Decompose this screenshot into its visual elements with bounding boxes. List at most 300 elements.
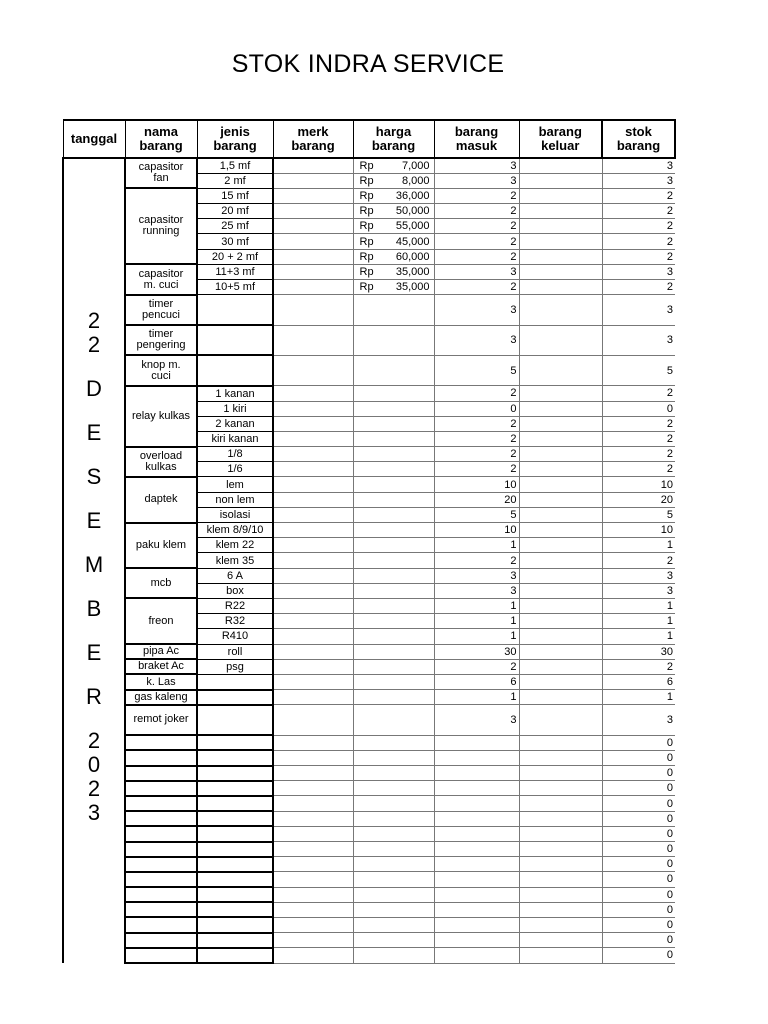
barang-masuk-cell: 1 — [434, 629, 519, 644]
stok-barang-cell: 2 — [602, 249, 675, 264]
date-char-group — [64, 685, 124, 709]
merk-barang-cell — [273, 568, 353, 583]
merk-barang-cell — [273, 447, 353, 462]
stok-barang-cell: 0 — [602, 401, 675, 416]
nama-barang-cell — [125, 158, 197, 188]
table-row — [63, 766, 675, 781]
merk-barang-cell — [273, 796, 353, 811]
table-row — [63, 705, 675, 735]
merk-barang-cell — [273, 325, 353, 355]
harga-barang-cell — [353, 659, 434, 674]
table-row — [63, 917, 675, 932]
header-harga-barang: harga barang — [353, 120, 434, 158]
date-char-group — [64, 421, 124, 445]
merk-barang-cell — [273, 355, 353, 385]
jenis-barang-cell: 15 mf — [197, 188, 273, 203]
merk-barang-cell — [273, 933, 353, 948]
table-row — [63, 690, 675, 705]
barang-masuk-cell — [434, 948, 519, 963]
barang-masuk-cell: 3 — [434, 173, 519, 188]
header-jenis-barang: jenis barang — [197, 120, 273, 158]
nama-barang-text: freon — [148, 614, 174, 627]
barang-masuk-cell: 3 — [434, 705, 519, 735]
currency-label: Rp — [359, 189, 374, 202]
nama-barang-text: capasitor — [138, 161, 184, 174]
stok-barang-cell: 5 — [602, 355, 675, 385]
barang-keluar-cell — [519, 325, 602, 355]
jenis-barang-cell: R22 — [197, 598, 273, 613]
header-merk-barang: merk barang — [273, 120, 353, 158]
currency-label: Rp — [359, 235, 374, 248]
jenis-barang-cell: 20 mf — [197, 204, 273, 219]
merk-barang-cell — [273, 264, 353, 279]
barang-masuk-cell: 2 — [434, 204, 519, 219]
merk-barang-cell — [273, 173, 353, 188]
barang-masuk-cell — [434, 750, 519, 765]
nama-barang-text: timer — [148, 297, 174, 310]
jenis-barang-cell: 10+5 mf — [197, 280, 273, 295]
nama-barang-cell — [125, 295, 197, 325]
jenis-barang-cell — [197, 796, 273, 811]
stok-barang-cell: 10 — [602, 477, 675, 492]
harga-barang-cell — [353, 401, 434, 416]
barang-masuk-cell — [434, 857, 519, 872]
barang-masuk-cell: 2 — [434, 280, 519, 295]
barang-keluar-cell — [519, 659, 602, 674]
jenis-barang-cell: 6 A — [197, 568, 273, 583]
date-char: 2 — [87, 308, 101, 333]
date-char-group — [64, 309, 124, 357]
harga-barang-cell — [353, 264, 434, 279]
price-amount: 7,000 — [401, 159, 430, 172]
stok-barang-cell: 0 — [602, 766, 675, 781]
price-amount: 60,000 — [395, 250, 430, 263]
jenis-barang-cell: lem — [197, 477, 273, 492]
barang-masuk-cell: 3 — [434, 583, 519, 598]
tanggal-cell — [63, 158, 125, 963]
table-row — [63, 477, 675, 492]
jenis-barang-cell: 11+3 mf — [197, 264, 273, 279]
table-row — [63, 902, 675, 917]
price-amount: 36,000 — [395, 189, 430, 202]
jenis-barang-cell: 1/6 — [197, 462, 273, 477]
barang-masuk-cell — [434, 826, 519, 841]
harga-barang-cell — [353, 386, 434, 401]
merk-barang-cell — [273, 401, 353, 416]
barang-masuk-cell — [434, 917, 519, 932]
barang-keluar-cell — [519, 188, 602, 203]
harga-barang-cell — [353, 781, 434, 796]
merk-barang-cell — [273, 219, 353, 234]
jenis-barang-cell — [197, 750, 273, 765]
stok-barang-cell: 3 — [602, 295, 675, 325]
nama-barang-text: relay kulkas — [131, 409, 191, 422]
barang-keluar-cell — [519, 629, 602, 644]
barang-keluar-cell — [519, 902, 602, 917]
stok-barang-cell: 6 — [602, 674, 675, 689]
barang-masuk-cell: 5 — [434, 355, 519, 385]
barang-masuk-cell — [434, 933, 519, 948]
harga-barang-cell — [353, 188, 434, 203]
nama-barang-cell — [125, 355, 197, 385]
date-char-group — [64, 729, 124, 825]
barang-masuk-cell — [434, 872, 519, 887]
barang-keluar-cell — [519, 781, 602, 796]
table-row — [63, 568, 675, 583]
stok-barang-cell: 0 — [602, 902, 675, 917]
stok-barang-cell: 0 — [602, 933, 675, 948]
jenis-barang-cell: 1 kiri — [197, 401, 273, 416]
date-char-group — [64, 553, 124, 577]
merk-barang-cell — [273, 477, 353, 492]
barang-keluar-cell — [519, 917, 602, 932]
harga-barang-cell — [353, 766, 434, 781]
stok-barang-cell: 30 — [602, 644, 675, 659]
harga-barang-cell — [353, 948, 434, 963]
merk-barang-cell — [273, 766, 353, 781]
jenis-barang-cell — [197, 766, 273, 781]
stok-barang-cell: 2 — [602, 462, 675, 477]
merk-barang-cell — [273, 674, 353, 689]
stok-barang-cell: 10 — [602, 523, 675, 538]
merk-barang-cell — [273, 538, 353, 553]
merk-barang-cell — [273, 690, 353, 705]
harga-barang-cell — [353, 674, 434, 689]
barang-keluar-cell — [519, 750, 602, 765]
harga-barang-cell — [353, 826, 434, 841]
barang-masuk-cell: 3 — [434, 295, 519, 325]
jenis-barang-cell — [197, 826, 273, 841]
table-row — [63, 842, 675, 857]
stok-barang-cell: 3 — [602, 568, 675, 583]
barang-keluar-cell — [519, 264, 602, 279]
harga-barang-cell — [353, 842, 434, 857]
nama-barang-text: daptek — [144, 493, 178, 506]
barang-keluar-cell — [519, 826, 602, 841]
barang-masuk-cell: 2 — [434, 553, 519, 568]
nama-barang-cell — [125, 690, 197, 705]
table-row — [63, 644, 675, 659]
nama-barang-text: braket Ac — [138, 660, 184, 673]
stok-barang-cell: 2 — [602, 416, 675, 431]
nama-barang-text: capasitor — [138, 267, 184, 280]
harga-barang-cell — [353, 811, 434, 826]
harga-barang-cell — [353, 750, 434, 765]
barang-keluar-cell — [519, 401, 602, 416]
currency-label: Rp — [359, 250, 374, 263]
stok-barang-cell: 2 — [602, 447, 675, 462]
merk-barang-cell — [273, 781, 353, 796]
stok-barang-cell: 1 — [602, 614, 675, 629]
stok-barang-cell: 2 — [602, 280, 675, 295]
nama-barang-cell — [125, 477, 197, 523]
nama-barang-text: pencuci — [142, 308, 180, 321]
price-amount: 55,000 — [395, 220, 430, 233]
harga-barang-cell — [353, 644, 434, 659]
jenis-barang-cell: R410 — [197, 629, 273, 644]
harga-barang-cell — [353, 568, 434, 583]
table-row — [63, 674, 675, 689]
barang-keluar-cell — [519, 249, 602, 264]
harga-barang-cell — [353, 690, 434, 705]
nama-barang-text: kulkas — [145, 460, 177, 473]
stok-barang-cell: 3 — [602, 264, 675, 279]
nama-barang-text: timer — [148, 328, 174, 341]
price-amount: 50,000 — [395, 205, 430, 218]
table-row — [63, 158, 675, 173]
merk-barang-cell — [273, 416, 353, 431]
harga-barang-cell — [353, 796, 434, 811]
stok-barang-cell: 0 — [602, 781, 675, 796]
barang-masuk-cell: 2 — [434, 659, 519, 674]
date-char: 2 — [87, 776, 101, 801]
table-row — [63, 325, 675, 355]
nama-barang-cell — [125, 705, 197, 735]
nama-barang-cell — [125, 796, 197, 811]
nama-barang-cell — [125, 872, 197, 887]
jenis-barang-cell — [197, 887, 273, 902]
barang-keluar-cell — [519, 234, 602, 249]
merk-barang-cell — [273, 842, 353, 857]
table-row — [63, 735, 675, 750]
stok-barang-cell: 1 — [602, 629, 675, 644]
harga-barang-cell — [353, 249, 434, 264]
table-row — [63, 857, 675, 872]
currency-label: Rp — [359, 174, 374, 187]
jenis-barang-cell — [197, 902, 273, 917]
merk-barang-cell — [273, 902, 353, 917]
merk-barang-cell — [273, 234, 353, 249]
barang-keluar-cell — [519, 735, 602, 750]
barang-masuk-cell — [434, 781, 519, 796]
nama-barang-cell — [125, 188, 197, 264]
jenis-barang-cell: 20 + 2 mf — [197, 249, 273, 264]
harga-barang-cell — [353, 219, 434, 234]
barang-masuk-cell: 1 — [434, 598, 519, 613]
barang-masuk-cell: 2 — [434, 188, 519, 203]
barang-keluar-cell — [519, 674, 602, 689]
nama-barang-cell — [125, 857, 197, 872]
jenis-barang-cell — [197, 811, 273, 826]
currency-label: Rp — [359, 281, 374, 294]
stok-barang-cell: 0 — [602, 887, 675, 902]
table-row — [63, 188, 675, 203]
nama-barang-cell — [125, 917, 197, 932]
jenis-barang-cell: R32 — [197, 614, 273, 629]
barang-keluar-cell — [519, 204, 602, 219]
harga-barang-cell — [353, 507, 434, 522]
barang-keluar-cell — [519, 355, 602, 385]
date-char: B — [86, 596, 102, 621]
nama-barang-cell — [125, 325, 197, 355]
harga-barang-cell — [353, 629, 434, 644]
nama-barang-text: capasitor — [138, 214, 184, 227]
barang-keluar-cell — [519, 857, 602, 872]
barang-masuk-cell: 2 — [434, 386, 519, 401]
jenis-barang-cell — [197, 690, 273, 705]
date-char: E — [86, 508, 102, 533]
jenis-barang-cell — [197, 781, 273, 796]
barang-keluar-cell — [519, 644, 602, 659]
harga-barang-cell — [353, 705, 434, 735]
merk-barang-cell — [273, 629, 353, 644]
date-char: E — [86, 420, 102, 445]
jenis-barang-cell: klem 35 — [197, 553, 273, 568]
nama-barang-cell — [125, 887, 197, 902]
barang-masuk-cell: 30 — [434, 644, 519, 659]
header-nama-barang: nama barang — [125, 120, 197, 158]
stok-barang-cell: 0 — [602, 872, 675, 887]
harga-barang-cell — [353, 523, 434, 538]
nama-barang-text: paku klem — [135, 538, 187, 551]
jenis-barang-cell — [197, 917, 273, 932]
date-char: E — [86, 640, 102, 665]
harga-barang-cell — [353, 872, 434, 887]
merk-barang-cell — [273, 705, 353, 735]
table-row — [63, 295, 675, 325]
barang-masuk-cell: 5 — [434, 507, 519, 522]
jenis-barang-cell — [197, 705, 273, 735]
merk-barang-cell — [273, 826, 353, 841]
table-body — [63, 158, 675, 963]
nama-barang-cell — [125, 933, 197, 948]
jenis-barang-cell: 1/8 — [197, 447, 273, 462]
stok-barang-cell: 0 — [602, 826, 675, 841]
barang-keluar-cell — [519, 416, 602, 431]
stok-barang-cell: 0 — [602, 857, 675, 872]
date-char: 2 — [87, 728, 101, 753]
nama-barang-cell — [125, 568, 197, 598]
stok-barang-cell: 2 — [602, 659, 675, 674]
currency-label: Rp — [359, 205, 374, 218]
barang-masuk-cell: 2 — [434, 447, 519, 462]
jenis-barang-cell — [197, 735, 273, 750]
barang-keluar-cell — [519, 219, 602, 234]
barang-keluar-cell — [519, 295, 602, 325]
nama-barang-cell — [125, 523, 197, 569]
merk-barang-cell — [273, 158, 353, 173]
barang-keluar-cell — [519, 173, 602, 188]
barang-keluar-cell — [519, 705, 602, 735]
stok-barang-cell: 0 — [602, 735, 675, 750]
merk-barang-cell — [273, 295, 353, 325]
table-row — [63, 386, 675, 401]
merk-barang-cell — [273, 644, 353, 659]
barang-masuk-cell: 3 — [434, 264, 519, 279]
harga-barang-cell — [353, 462, 434, 477]
stok-barang-cell: 1 — [602, 690, 675, 705]
barang-masuk-cell — [434, 796, 519, 811]
table-row — [63, 811, 675, 826]
harga-barang-cell — [353, 598, 434, 613]
nama-barang-text: gas kaleng — [134, 690, 188, 703]
date-char-group — [64, 377, 124, 401]
date-char-group — [64, 641, 124, 665]
date-char-group — [64, 465, 124, 489]
stok-barang-cell: 20 — [602, 492, 675, 507]
barang-masuk-cell — [434, 887, 519, 902]
jenis-barang-cell: box — [197, 583, 273, 598]
header-stok-barang: stok barang — [602, 120, 675, 158]
barang-masuk-cell — [434, 842, 519, 857]
harga-barang-cell — [353, 295, 434, 325]
nama-barang-cell — [125, 644, 197, 659]
barang-keluar-cell — [519, 492, 602, 507]
jenis-barang-cell — [197, 872, 273, 887]
date-char: R — [86, 684, 102, 709]
jenis-barang-cell — [197, 842, 273, 857]
barang-keluar-cell — [519, 507, 602, 522]
jenis-barang-cell: non lem — [197, 492, 273, 507]
table-row — [63, 887, 675, 902]
jenis-barang-cell: isolasi — [197, 507, 273, 522]
table-row — [63, 264, 675, 279]
barang-masuk-cell: 2 — [434, 249, 519, 264]
merk-barang-cell — [273, 735, 353, 750]
nama-barang-text: cuci — [151, 369, 171, 382]
stok-barang-cell: 1 — [602, 538, 675, 553]
currency-label: Rp — [359, 220, 374, 233]
harga-barang-cell — [353, 416, 434, 431]
barang-keluar-cell — [519, 462, 602, 477]
table-row — [63, 598, 675, 613]
stok-barang-cell: 3 — [602, 583, 675, 598]
nama-barang-cell — [125, 766, 197, 781]
barang-masuk-cell: 1 — [434, 690, 519, 705]
nama-barang-text: fan — [153, 172, 169, 185]
stok-barang-cell: 2 — [602, 234, 675, 249]
barang-masuk-cell: 10 — [434, 523, 519, 538]
nama-barang-text: running — [142, 225, 180, 238]
merk-barang-cell — [273, 857, 353, 872]
nama-barang-cell — [125, 826, 197, 841]
barang-masuk-cell: 3 — [434, 158, 519, 173]
harga-barang-cell — [353, 538, 434, 553]
nama-barang-cell — [125, 750, 197, 765]
barang-keluar-cell — [519, 811, 602, 826]
jenis-barang-cell: 2 kanan — [197, 416, 273, 431]
harga-barang-cell — [353, 933, 434, 948]
merk-barang-cell — [273, 598, 353, 613]
table-row — [63, 826, 675, 841]
stok-barang-cell: 3 — [602, 705, 675, 735]
nama-barang-text: k. Las — [146, 675, 176, 688]
harga-barang-cell — [353, 553, 434, 568]
barang-masuk-cell: 10 — [434, 477, 519, 492]
table-row — [63, 523, 675, 538]
date-char: S — [86, 464, 102, 489]
price-amount: 8,000 — [401, 174, 430, 187]
barang-keluar-cell — [519, 477, 602, 492]
jenis-barang-cell — [197, 948, 273, 963]
barang-keluar-cell — [519, 933, 602, 948]
table-row — [63, 447, 675, 462]
harga-barang-cell — [353, 614, 434, 629]
stok-barang-cell: 0 — [602, 948, 675, 963]
nama-barang-text: pipa Ac — [142, 645, 180, 658]
nama-barang-cell — [125, 842, 197, 857]
currency-label: Rp — [359, 265, 374, 278]
nama-barang-text: m. cuci — [143, 278, 179, 291]
barang-masuk-cell: 3 — [434, 568, 519, 583]
harga-barang-cell — [353, 234, 434, 249]
nama-barang-text: remot joker — [133, 713, 189, 726]
nama-barang-cell — [125, 781, 197, 796]
barang-keluar-cell — [519, 280, 602, 295]
stok-barang-cell: 2 — [602, 219, 675, 234]
table-row — [63, 948, 675, 963]
stok-barang-cell: 3 — [602, 158, 675, 173]
